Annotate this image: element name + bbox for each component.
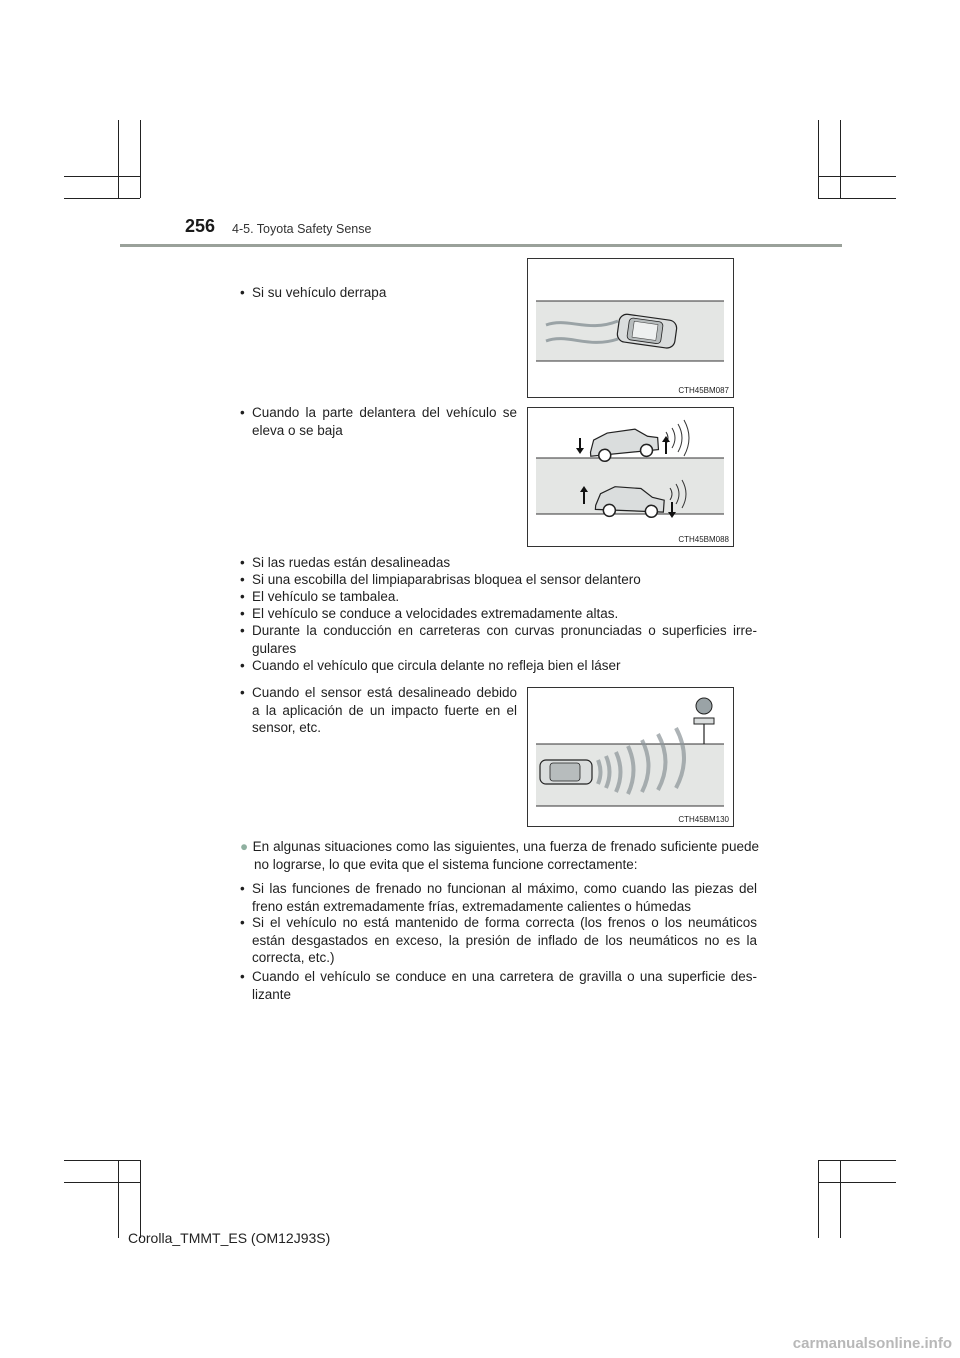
- braking-intro: [240, 838, 759, 873]
- list-item: • Si las funciones de frenado no funcionan al máximo, como cuando las piezas del freno están extremadamente frías, extremadamente calientes o húmedas: [240, 880, 757, 915]
- crop-mark: [818, 1182, 896, 1183]
- watermark: carmanualsonline.info: [792, 1335, 952, 1352]
- header-rule: [120, 244, 842, 247]
- crop-mark: [840, 120, 841, 198]
- bullet-dot-icon: ●: [240, 839, 249, 854]
- list-item: • Si una escobilla del limpiaparabrisas bloquea el sensor delantero: [240, 571, 757, 589]
- list-item: • Si el vehículo no está mantenido de forma correcta (los frenos o los neumáticos están desgastados en exceso, la presión de inflado de los neumáticos no es la correcta, etc.): [240, 914, 757, 967]
- crop-mark: [64, 198, 140, 199]
- crop-mark: [140, 120, 141, 198]
- crop-mark: [64, 1182, 140, 1183]
- crop-mark: [818, 176, 896, 177]
- crop-mark: [64, 1160, 140, 1161]
- crop-mark: [818, 198, 896, 199]
- list-item: • Cuando la parte delantera del vehículo se eleva o se baja: [240, 404, 517, 439]
- figure-id: CTH45BM130: [678, 815, 729, 824]
- crop-mark: [118, 1160, 119, 1238]
- braking-intro-text: En algunas situaciones como las siguientes, una fuerza de frenado suficiente puede no lograrse, lo que evita que el sistema funcione correctamente:: [252, 839, 759, 872]
- crop-mark: [118, 120, 119, 198]
- figure-id: CTH45BM088: [678, 535, 729, 544]
- skid-illustration: [528, 259, 733, 397]
- figure-pitch: [527, 407, 734, 547]
- sensor-illustration: [528, 688, 733, 826]
- list-item: • Cuando el sensor está desalineado debido a la aplicación de un impacto fuerte en el sensor, etc.: [240, 684, 517, 737]
- page-number: 256: [185, 216, 216, 236]
- list-item: • Cuando el vehículo que circula delante no refleja bien el láser: [240, 657, 757, 675]
- figure-sensor: [527, 687, 734, 827]
- list-item: • El vehículo se tambalea.: [240, 588, 757, 606]
- list-item: • Si su vehículo derrapa: [240, 284, 517, 302]
- figure-skid: [527, 258, 734, 398]
- footer-model: Corolla_TMMT_ES (OM12J93S): [128, 1230, 331, 1246]
- crop-mark: [818, 1160, 896, 1161]
- list-item: • Durante la conducción en carreteras con curvas pronunciadas o superficies irre-gulares: [240, 622, 757, 657]
- section-title: 4-5. Toyota Safety Sense: [232, 222, 372, 236]
- crop-mark: [140, 1160, 141, 1238]
- list-item: • Si las ruedas están desalineadas: [240, 554, 757, 572]
- list-item: • Cuando el vehículo se conduce en una carretera de gravilla o una superficie des-lizante: [240, 968, 757, 1003]
- crop-mark: [818, 1160, 819, 1238]
- crop-mark: [64, 176, 140, 177]
- figure-id: CTH45BM087: [678, 386, 729, 395]
- crop-mark: [840, 1160, 841, 1238]
- list-item: • El vehículo se conduce a velocidades extremadamente altas.: [240, 605, 757, 623]
- pitch-illustration: [528, 408, 733, 546]
- crop-mark: [818, 120, 819, 198]
